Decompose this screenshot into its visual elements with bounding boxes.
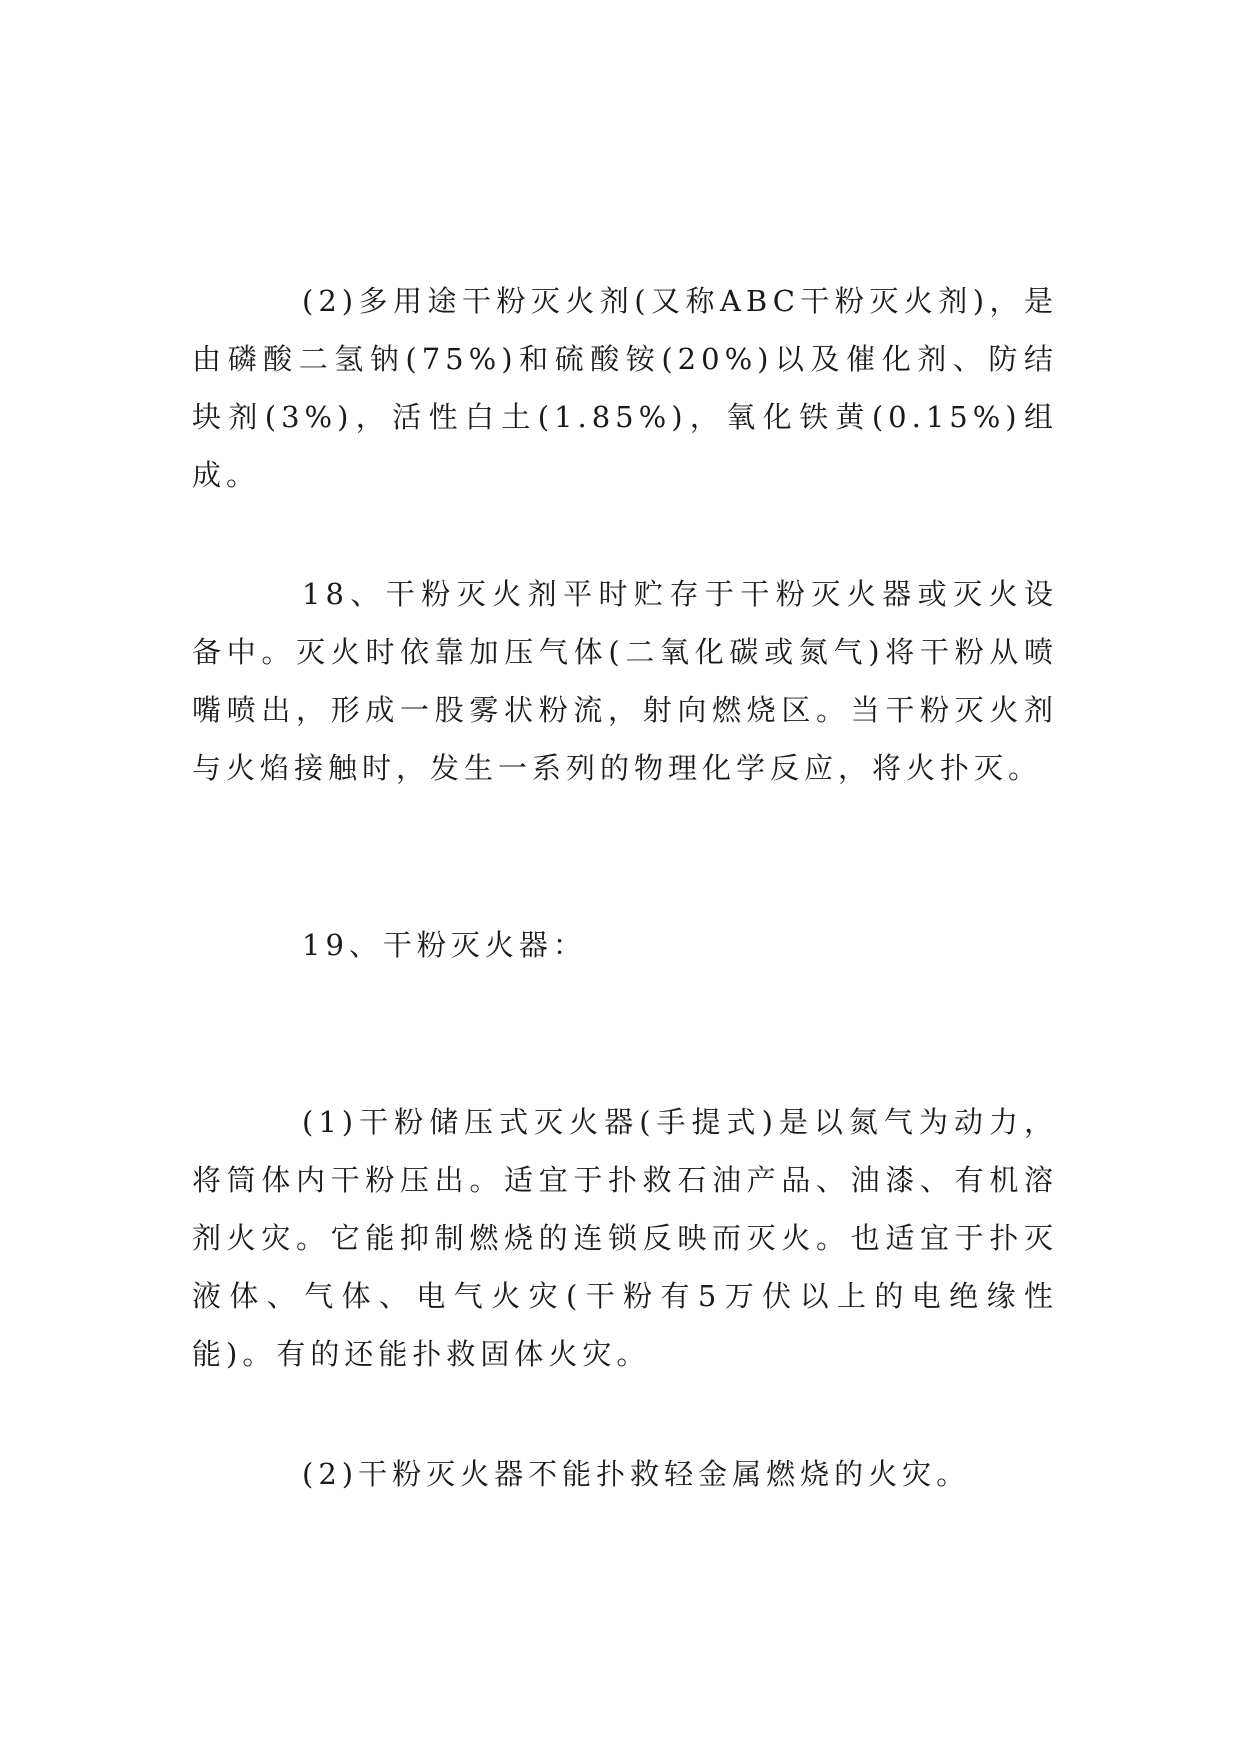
paragraph-stored-pressure-extinguisher: (1)干粉储压式灭火器(手提式)是以氮气为动力，将筒体内干粉压出。适宜于扑救石油产品、油漆、有机溶剂火灾。它能抑制燃烧的连锁反映而灭火。也适宜于扑灭液体、气体、电气火灾(干粉有5万伏以上的电绝缘性能)。有的还能扑救固体火灾。 bbox=[192, 1105, 1058, 1371]
paragraph-dry-powder-extinguisher-heading: 19、干粉灭火器： bbox=[302, 928, 587, 962]
paragraph-dry-powder-storage-and-use: 18、干粉灭火剂平时贮存于干粉灭火器或灭火设备中。灭火时依靠加压气体(二氧化碳或氮气)将干粉从喷嘴喷出，形成一股雾状粉流，射向燃烧区。当干粉灭火剂与火焰接触时，发生一系列的物理化学反应，将火扑灭。 bbox=[192, 577, 1058, 785]
paragraph-abc-dry-powder-agent: (2)多用途干粉灭火剂(又称ABC干粉灭火剂)，是由磷酸二氢钠(75%)和硫酸铵(20%)以及催化剂、防结块剂(3%)，活性白土(1.85%)，氧化铁黄(0.15%)组成。 bbox=[192, 284, 1058, 492]
paragraph-light-metal-limitation: (2)干粉灭火器不能扑救轻金属燃烧的火灾。 bbox=[302, 1457, 971, 1491]
